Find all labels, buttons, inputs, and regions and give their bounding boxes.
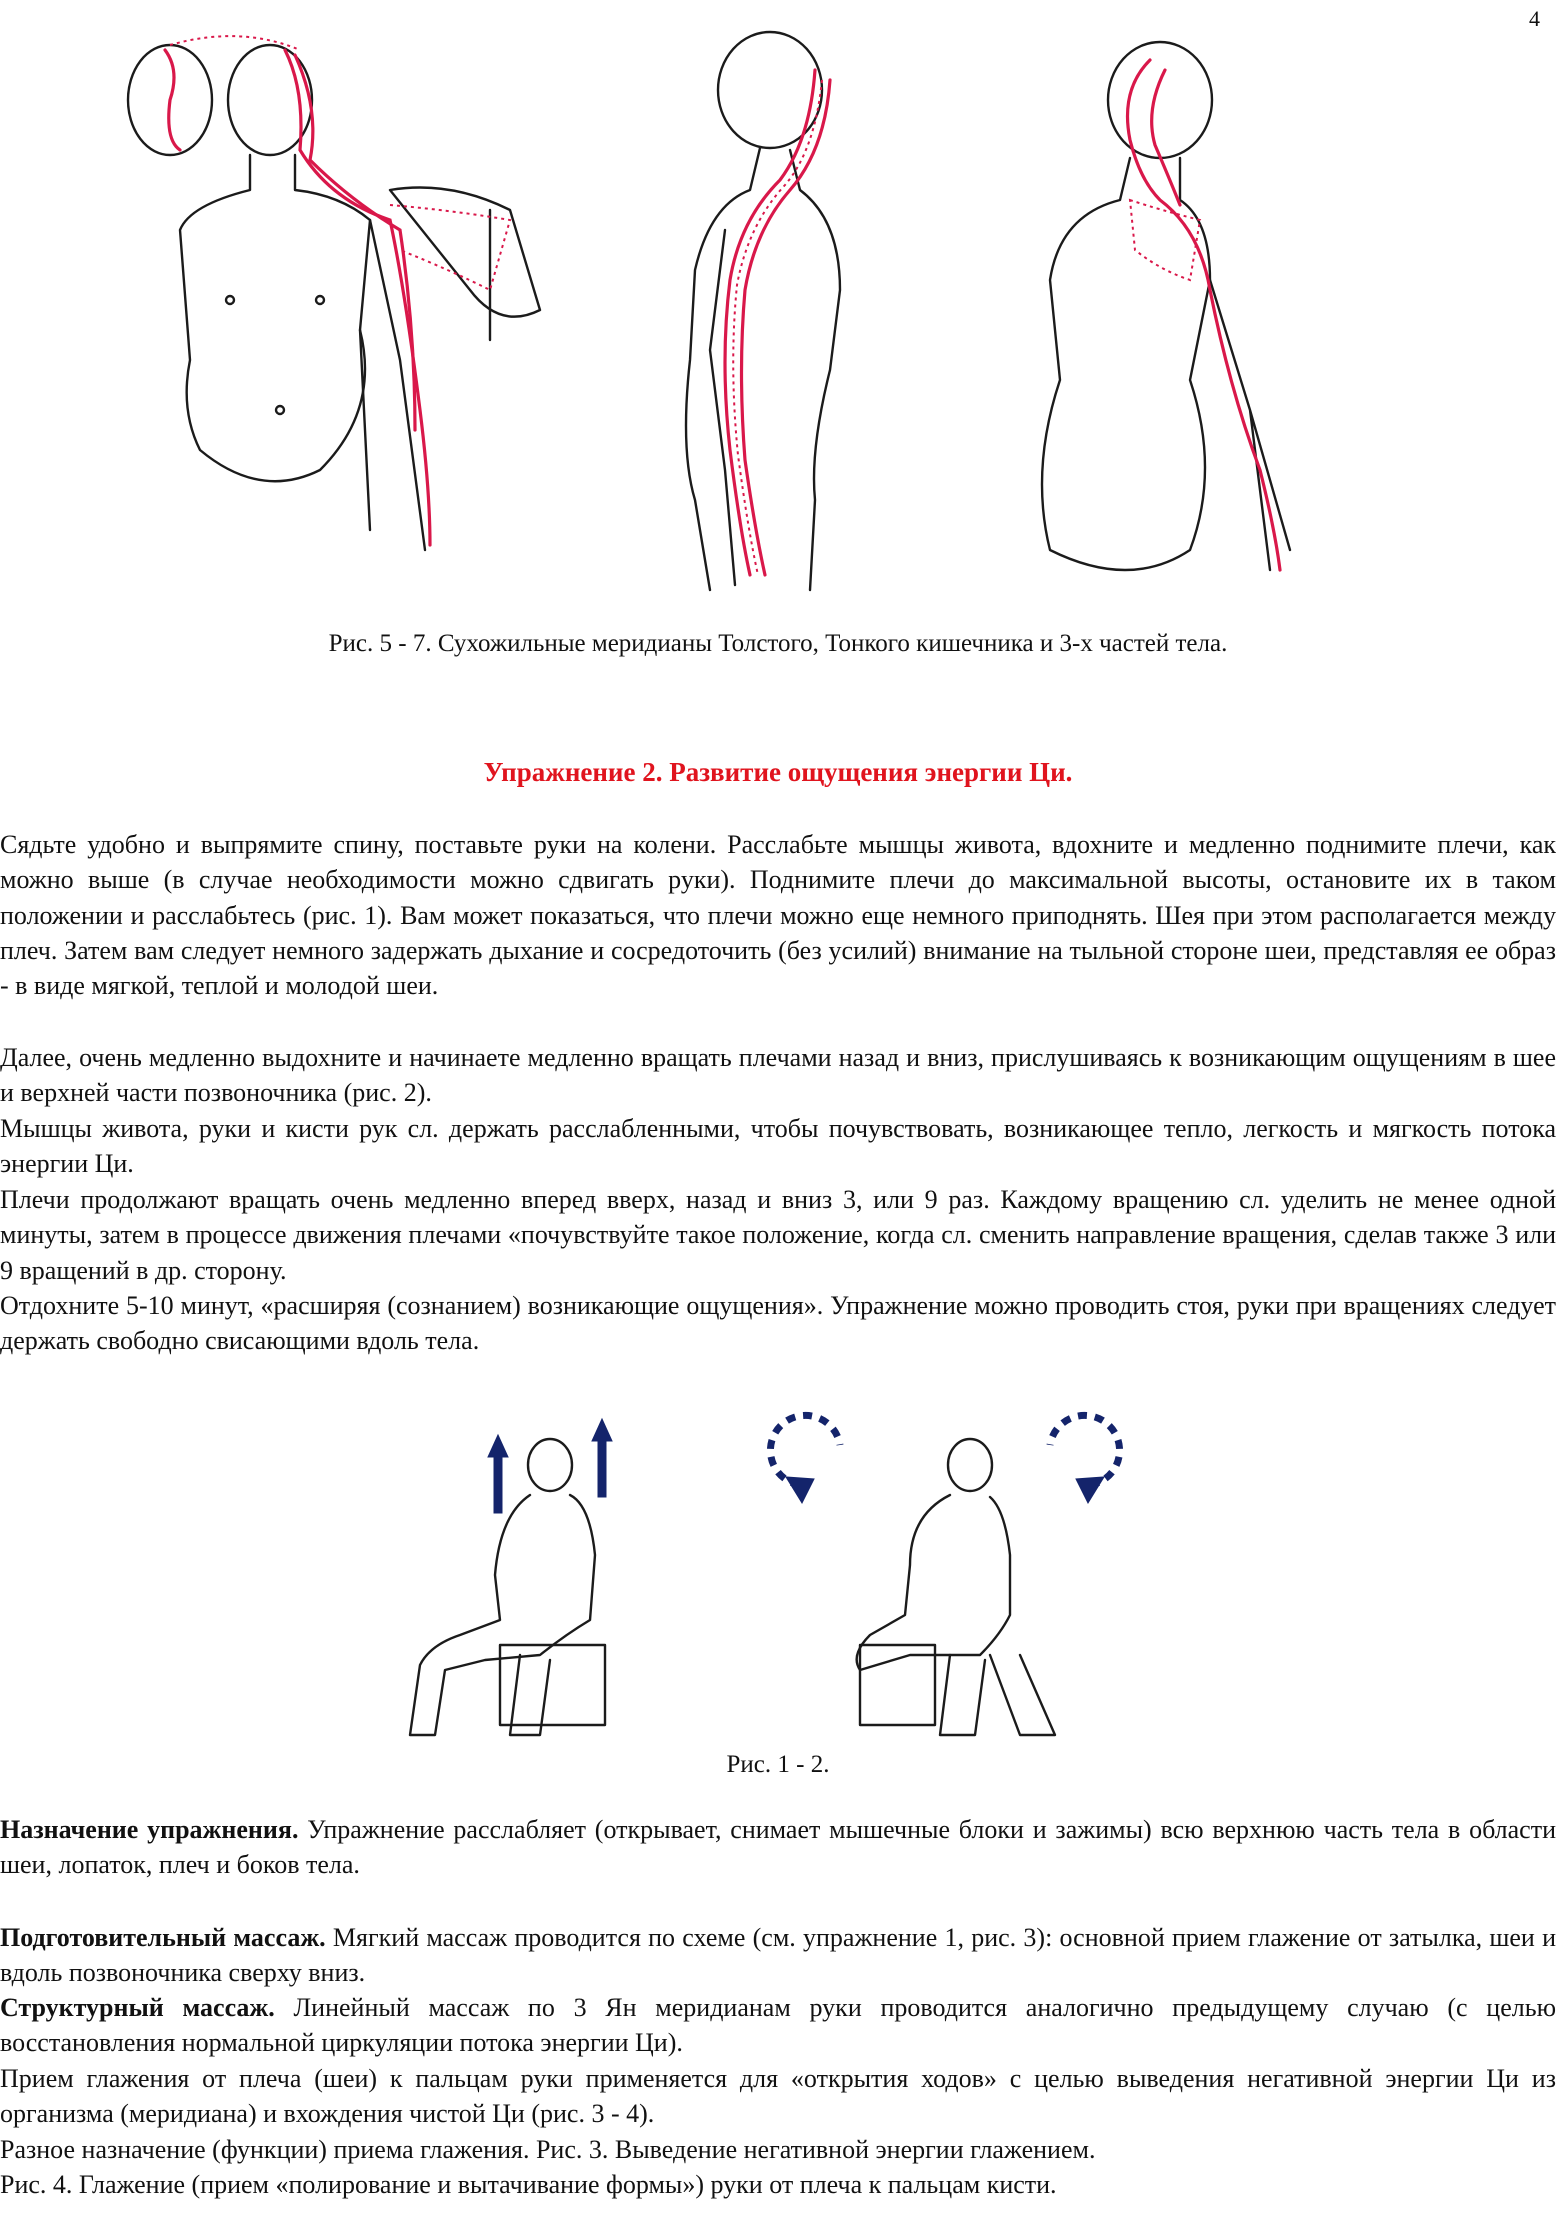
- exercise-paragraph-3: Мышцы живота, руки и кисти рук сл. держать расслабленными, чтобы почувствовать, возникающее тепло, легкость и мягкость потока энергии Ци.: [0, 1114, 1556, 1179]
- exercise-paragraph-5: Отдохните 5-10 минут, «расширяя (сознанием) возникающие ощущения». Упражнение можно проводить стоя, руки при вращениях следует держать свободно свисающими вдоль тела.: [0, 1291, 1556, 1356]
- meridian-figures-illustration: [70, 30, 1470, 610]
- section-structural-massage: [0, 1990, 1556, 2061]
- figure-5-front-torso: [128, 36, 540, 550]
- arrow-up-icon: [488, 1435, 508, 1513]
- section-purpose: [0, 1812, 1556, 1883]
- section-preparatory-massage: [0, 1920, 1556, 1991]
- figure-6-side-view: [686, 32, 840, 590]
- closing-paragraph-2: Разное назначение (функции) приема глажения. Рис. 3. Выведение негативной энергии глажением.: [0, 2135, 1096, 2164]
- figure-top-caption: Рис. 5 - 7. Сухожильные меридианы Толстого, Тонкого кишечника и 3-х частей тела.: [328, 630, 1228, 657]
- exercise-title: Упражнение 2. Развитие ощущения энергии Ци.: [483, 757, 1073, 787]
- arrow-up-icon: [592, 1419, 612, 1497]
- section-preparatory-massage-heading: Подготовительный массаж.: [0, 1923, 326, 1952]
- exercise-paragraph-4: Плечи продолжают вращать очень медленно вперед вверх, назад и вниз 3, или 9 раз. Каждому вращению сл. уделить не менее одной минуты, затем в процессе движения плечами «почувствуйте такое положение, когда сл. сменить направление вращения, сделав также 3 или 9 вращений в др. сторону.: [0, 1185, 1556, 1285]
- section-structural-massage-heading: Структурный массаж.: [0, 1993, 275, 2022]
- exercise-paragraph-1: Сядьте удобно и выпрямите спину, поставьте руки на колени. Расслабьте мышцы живота, вдохните и медленно поднимите плечи, как можно выше (в случае необходимости можно сдвигать руки). Поднимите плечи до максимальной высоты, остановите их в таком положении и расслабьтесь (рис. 1). Вам может показаться, что плечи можно еще немного приподнять. Шея при этом располагается между плеч. Затем вам следует немного задержать дыхание и сосредоточить (без усилий) внимание на тыльной стороне шеи, представляя ее образ - в виде мягкой, теплой и молодой шеи.: [0, 830, 1556, 1001]
- figure-7-back-view: [1042, 42, 1290, 570]
- section-purpose-heading: Назначение упражнения.: [0, 1815, 299, 1844]
- exercise-paragraph-2: Далее, очень медленно выдохните и начинаете медленно вращать плечами назад и вниз, прислушиваясь к возникающим ощущениям в шее и верхней части позвоночника (рис. 2).: [0, 1043, 1556, 1108]
- figure-1-shoulders-up: [410, 1419, 612, 1735]
- section-purpose-text: Упражнение расслабляет (открывает, снимает мышечные блоки и зажимы) всю верхнюю часть тела в области шеи, лопаток, плеч и боков тела.: [0, 1815, 1556, 1880]
- rotation-arrow-icon: [770, 1415, 840, 1485]
- page-number: 4: [1529, 6, 1540, 31]
- figure-2-shoulders-rotate: [770, 1415, 1119, 1735]
- exercise-figures-illustration: [390, 1405, 1230, 1755]
- rotation-arrow-icon: [1050, 1415, 1120, 1485]
- figure-mid-caption: Рис. 1 - 2.: [726, 1751, 830, 1778]
- closing-paragraph-3: Рис. 4. Глажение (прием «полирование и вытачивание формы») руки от плеча к пальцам кисти.: [0, 2170, 1057, 2199]
- section-structural-massage-text: Линейный массаж по 3 Ян меридианам руки проводится аналогично предыдущему случаю (с целью восстановления нормальной циркуляции потока энергии Ци).: [0, 1993, 1556, 2058]
- section-preparatory-massage-text: Мягкий массаж проводится по схеме (см. упражнение 1, рис. 3): основной прием глажение от затылка, шеи и вдоль позвоночника сверху вниз.: [0, 1923, 1556, 1988]
- closing-paragraph-1: Прием глажения от плеча (шеи) к пальцам руки применяется для «открытия ходов» с целью выведения негативной энергии Ци из организма (меридиана) и вхождения чистой Ци (рис. 3 - 4).: [0, 2064, 1556, 2129]
